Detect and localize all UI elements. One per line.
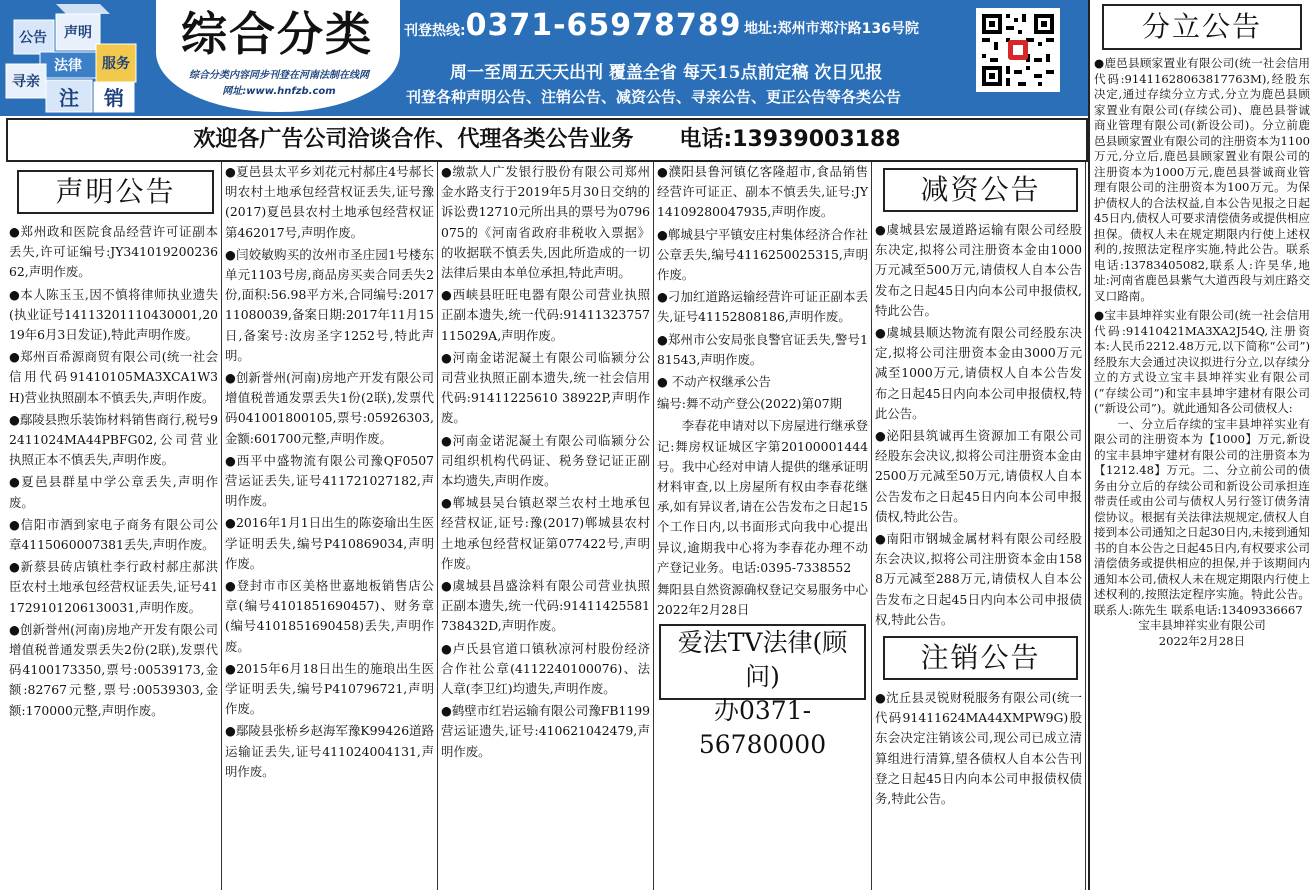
list-item: ●郸城县吴台镇赵翠兰农村土地承包经营权证,证号:豫(2017)郸城县农村土地承包经营权证第077422号,声明作废。 <box>441 495 650 571</box>
hotline <box>404 8 742 43</box>
header-cube-art <box>0 0 150 116</box>
sign-company: 宝丰县坤祥实业有限公司 <box>1138 618 1266 632</box>
list-item: ●夏邑县太平乡刘花元村郝庄4号郝长明农村土地承包经营权证丢失,证号豫(2017)夏邑县农村土地承包经营权证第462017号,声明作废。 <box>225 164 434 240</box>
partner-banner <box>6 118 1088 162</box>
list-item: ●登封市市区美格世嘉地板销售店公章(编号4101851690457)、财务章(编号4101851690458)丢失,声明作废。 <box>225 578 434 654</box>
list-item: ●鄢陵县张桥乡赵海军豫K99426道路运输证丢失,证号411024004131,声明作废。 <box>225 723 434 779</box>
column-1 <box>6 162 222 890</box>
list-item: ●宝丰县坤祥实业有限公司(统一社会信用代码:91410421MA3XA2J54Q,注册资本:人民币2212.48万元,以下简称“公司”)经股东大会通过决议拟进行分立,以存续分立的方式设立宝丰县坤祥实业有限公司(“存续公司”)和宝丰县坤宇建材有限公司(“新设公司”)。就此通知各公司债权人: <box>1094 308 1310 415</box>
section-title: 综合分类 <box>181 7 373 61</box>
list-item: ●缴款人广发银行股份有限公司郑州金水路支行于2019年5月30日交纳的诉讼费12710元所出具的票号为0796075的《河南省政府非税收入票据》的收据联不慎丢失,因此所造成的一切法律后果由本单位承担,特此声明。 <box>441 164 650 281</box>
cube-label-fuwu: 服务 <box>102 56 130 72</box>
list-item: ●虞城县宏晟道路运输有限公司经股东决定,拟将公司注册资本金由1000万元减至500万元,请债权人自本公告发布之日起45日内向本公司申报债权,特此公告。 <box>875 222 1082 318</box>
qr-code <box>976 8 1060 92</box>
column-2 <box>222 162 438 890</box>
list-item: ●泌阳县筑诚再生资源加工有限公司经股东会决议,拟将公司注册资本金由2500万元减至50万元,请债权人自本公告发布之日起45日内向本公司申报债权,特此公告。 <box>875 428 1082 524</box>
list-item: ●卢氏县官道口镇秋凉河村股份经济合作社公章(4112240100076)、法人章(李卫红)均遗失,声明作废。 <box>441 640 650 697</box>
list-item: ●鹿邑县顾家置业有限公司(统一社会信用代码:91411628063817763M),经股东决定,通过存续分立方式,分立为鹿邑县顾家置业有限公司(存续公司)、鹿邑县誉诚商业管理有限公司(新设公司)。分立前鹿邑县顾家置业有限公司的注册资本为1100万元,分立后,鹿邑县顾家置业有限公司的注册资本为1000万元,鹿邑县誉诚商业管理有限公司的注册资本为100万元。为保护债权人的合法权益,自本公告见报之日起45日内,债权人可要求清偿债务或提供相应担保。债权人未在规定期限内行使上述权利的,按照法定程序实施,特此公告。联系电话:13783405082,联系人:许昊华,地址:河南省鹿邑县紫气大道西段与刘庄路交叉口路南。 <box>1094 56 1310 303</box>
banner-phone: 电话:13939003188 <box>679 127 901 152</box>
list-item: ●郑州百希源商贸有限公司(统一社会信用代码91410105MA3XCA1W3H)营业执照副本不慎丢失,声明作废。 <box>9 349 218 405</box>
page-header <box>0 0 1088 116</box>
column-3 <box>438 162 654 890</box>
list-item: ●夏邑县群星中学公章丢失,声明作废。 <box>9 474 218 510</box>
ad-line-2: 办0371-56780000 <box>698 696 827 760</box>
deregistration-heading: 注销公告 <box>883 636 1078 680</box>
column-5 <box>872 162 1086 890</box>
inheritance-notice-number: 编号:舞不动产登公(2022)第07期 <box>657 396 843 412</box>
inheritance-notice-title: ● 不动产权继承公告 <box>657 374 771 390</box>
column-4 <box>654 162 872 890</box>
list-item: ●本人陈玉玉,因不慎将律师执业遗失(执业证号14113201110430001,2019年6月3日发证),特此声明作废。 <box>9 286 218 343</box>
list-item: ●西平中盛物流有限公司豫QF0507营运证丢失,证号411721027182,声明作废。 <box>225 452 434 509</box>
schedule-line: 周一至周五天天出刊 覆盖全省 每天15点前定稿 次日见报 <box>450 63 883 83</box>
list-item: ●南阳市钢城金属材料有限公司经股东会决议,拟将公司注册资本金由1588万元减至288万元,请债权人自本公告发布之日起45日内向本公司申报债权,特此公告。 <box>875 531 1082 627</box>
list-item: ●西峡县旺旺电器有限公司营业执照正副本遗失,统一代码:91411323757115029A,声明作废。 <box>441 287 650 343</box>
list-item: ●鹤壁市红岩运输有限公司豫FB1199营运证遗失,证号:410621042479,声明作废。 <box>441 703 650 759</box>
list-item: ●鄢陵县煦乐装饰材料销售商行,税号92411024MA44PBFG02,公司营业执照正本不慎丢失,声明作废。 <box>9 411 218 468</box>
address: 地址:郑州市郑汴路136号院 <box>744 21 919 37</box>
inheritance-notice-body: 李春花申请对以下房屋进行继承登记:舞房权证城区字第20100001444号。我中心经对申请人提供的继承证明材料审查,以上房屋所有权由李春花继承,如有异议者,请在公告发布之日起15个工作日内,以书面形式向我中心提出异议,逾期我中心将为李春花办理不动产登记业务。电话:0395-7338552 <box>657 418 868 575</box>
division-heading: 分立公告 <box>1102 4 1302 50</box>
list-item: ●刁加红道路运输经营许可证正副本丢失,证号41152808186,声明作废。 <box>657 289 868 325</box>
list-item: ●河南金诺泥凝土有限公司临颍分公司组织机构代码证、税务登记证正副本均遗失,声明作废。 <box>441 432 650 489</box>
cube-label-falv: 法律 <box>54 58 82 74</box>
list-item: ●闫姣敏购买的汝州市圣庄园1号楼东单元1103号房,商品房买卖合同丢失2份,面积:56.98平方米,合同编号:201711080039,备案日期:2017年11月15日,备案号:汝房圣字1252号,特此声明。 <box>225 246 434 363</box>
capital-reduction-heading: 减资公告 <box>883 168 1078 212</box>
list-item: ●濮阳县鲁河镇亿客隆超市,食品销售经营许可证正、副本不慎丢失,证号:JY14109280047935,声明作废。 <box>657 164 868 220</box>
inheritance-notice-sign: 舞阳县自然资源确权登记交易服务中心 2022年2月28日 <box>657 582 868 618</box>
list-item: ●沈丘县灵锐财税服务有限公司(统一代码91411624MA44XMPW9G)股东会决定注销该公司,现公司已成立清算组进行清算,望各债权人自本公告刊登之日起45日内向本公司申报债权债务,特此公告。 <box>875 690 1082 807</box>
list-item: 一、分立后存续的宝丰县坤祥实业有限公司的注册资本为【1000】万元,新设的宝丰县坤宇建材有限公司的注册资本为【1212.48】万元。二、分立前公司的债务由分立后的存续公司和新设公司承担连带责任或由公司与债权人另行签订债务清偿协议。根据有关法律法规规定,债权人自接到本公司通知之日起30日内,未接到通知书的自本公告之日起45日内,有权要求公司清偿债务或提供相应的担保,并于该期间内通知本公司,债权人未在规定期限内行使上述权利的,按照法定程序实施。特此公告。联系人:陈先生 联系电话:13409336667 <box>1094 416 1310 617</box>
list-item: ●新蔡县砖店镇杜李行政村郝庄郝洪臣农村土地承包经营权证丢失,证号411729101206130031,声明作废。 <box>9 559 218 615</box>
list-item: ●河南金诺泥凝土有限公司临颍分公司营业执照正副本遗失,统一社会信用代码:91411225610 38922P,声明作废。 <box>441 349 650 426</box>
services-line: 刊登各种声明公告、注销公告、减资公告、寻亲公告、更正公告等各类公告 <box>406 88 902 106</box>
cube-label-xiao: 销 <box>104 85 124 110</box>
list-item: ●郑州市公安局张良警官证丢失,警号181543,声明作废。 <box>657 331 868 367</box>
hotline-label: 刊登热线: <box>404 23 466 39</box>
title-oval <box>156 0 400 112</box>
cube-label-zhu: 注 <box>59 85 79 110</box>
section-subtitle: 综合分类内容同步刊登在河南法制在线网 <box>189 70 369 81</box>
cube-label-gonggao: 公告 <box>19 30 47 46</box>
website-url[interactable]: 网址:www.hnfzb.com <box>222 86 336 97</box>
list-item: ●虞城县顺达物流有限公司经股东决定,拟将公司注册资本金由3000万元减至1000万元,请债权人自本公告发布之日起45日内向本公司申报债权,特此公告。 <box>875 325 1082 421</box>
list-item: ●创新誉州(河南)房地产开发有限公司增值税普通发票丢失2份(2联),发票代码4100173350,票号:00539173,金额:82767元整,票号:00539303,金额:170000元整,声明作废。 <box>9 621 218 718</box>
cube-label-xunqin: 寻亲 <box>12 74 40 90</box>
list-item: ●2015年6月18日出生的施琅出生医学证明丢失,编号P410796721,声明作废。 <box>225 660 434 717</box>
cube-label-shengming: 声明 <box>64 25 92 41</box>
list-item: ●郸城县宁平镇安庄村集体经济合作社公章丢失,编号4116250025315,声明作废。 <box>657 226 868 283</box>
list-item: ●虞城县昌盛涂料有限公司营业执照正副本遗失,统一代码:91411425581738432D,声明作废。 <box>441 578 650 634</box>
sign-date: 2022年2月28日 <box>1158 633 1246 648</box>
qr-code-icon <box>978 10 1058 90</box>
column-6 <box>1088 0 1314 890</box>
banner-text: 欢迎各广告公司洽谈合作、代理各类公告业务 <box>193 127 634 152</box>
list-item: ●2016年1月1日出生的陈姿瑜出生医学证明丢失,编号P410869034,声明作废。 <box>225 515 434 571</box>
statement-heading: 声明公告 <box>17 170 214 214</box>
ad-line-1: 爱法TV法律(顾问) <box>677 628 848 692</box>
hotline-number: 0371-65978789 <box>465 8 742 43</box>
tv-law-ad <box>659 624 866 760</box>
list-item: ●创新誉州(河南)房地产开发有限公司增值税普通发票丢失1份(2联),发票代码041001800105,票号:05926303,金额:601700元整,声明作废。 <box>225 370 434 446</box>
list-item: ●信阳市酒到家电子商务有限公司公章4115060007381丢失,声明作废。 <box>9 516 218 553</box>
list-item: ●郑州政和医院食品经营许可证副本丢失,许可证编号:JY34101920023662,声明作废。 <box>9 224 218 280</box>
